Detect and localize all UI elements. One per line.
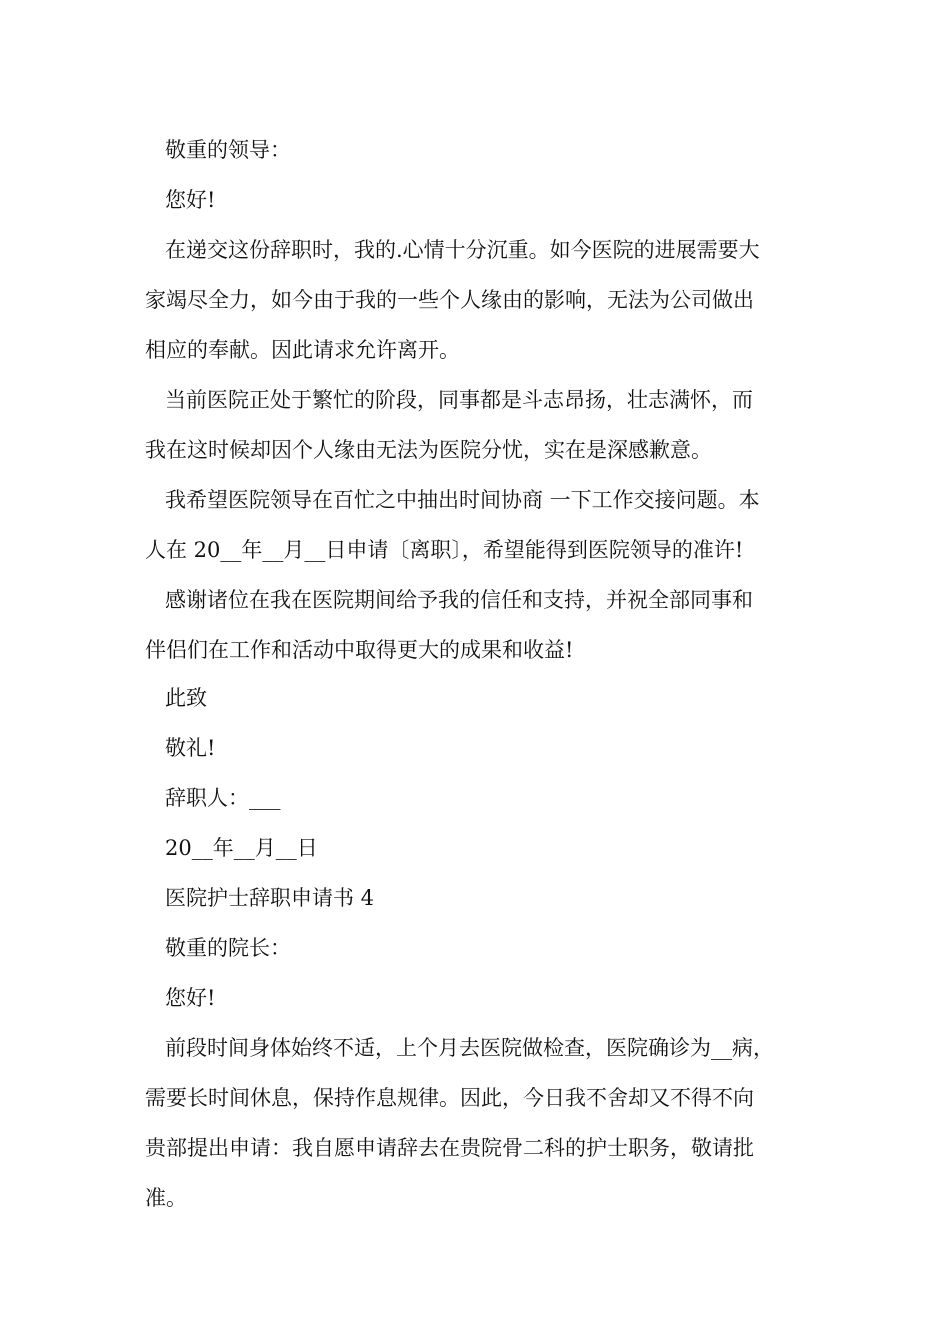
salutation: 敬重的领导：: [165, 138, 291, 162]
paragraph-line: 相应的奉献。因此请求允许离开。: [145, 338, 460, 362]
paragraph-line: 需要长时间休息，保持作息规律。因此，今日我不舍却又不得不向: [145, 1086, 754, 1110]
closing-line: 此致: [165, 686, 207, 710]
paragraph-line: 准。: [145, 1186, 187, 1210]
paragraph-line: 人在 20__年__月__日申请〔离职〕，希望能得到医院领导的准许!: [145, 538, 744, 562]
date-line: 20__年__月__日: [165, 836, 318, 860]
paragraph-line: 我在这时候却因个人缘由无法为医院分忧，实在是深感歉意。: [145, 438, 712, 462]
paragraph-line: 感谢诸位在我在医院期间给予我的信任和支持，并祝全部同事和: [165, 588, 753, 612]
paragraph-line: 伴侣们在工作和活动中取得更大的成果和收益!: [145, 638, 574, 662]
paragraph-line: 当前医院正处于繁忙的阶段，同事都是斗志昂扬，壮志满怀，而: [165, 388, 753, 412]
section-title: 医院护士辞职申请书 4: [165, 886, 375, 910]
paragraph-line: 前段时间身体始终不适，上个月去医院做检查，医院确诊为__病，: [165, 1036, 774, 1060]
paragraph-line: 家竭尽全力，如今由于我的一些个人缘由的影响，无法为公司做出: [145, 288, 754, 312]
paragraph-line: 我希望医院领导在百忙之中抽出时间协商 一下工作交接问题。本: [165, 488, 760, 512]
greeting: 您好!: [165, 188, 216, 212]
paragraph-line: 贵部提出申请：我自愿申请辞去在贵院骨二科的护士职务，敬请批: [145, 1136, 754, 1160]
salutation: 敬重的院长：: [165, 936, 291, 960]
paragraph-line: 在递交这份辞职时，我的.心情十分沉重。如今医院的进展需要大: [165, 238, 760, 262]
greeting: 您好!: [165, 986, 216, 1010]
signer-line: 辞职人：___: [165, 786, 281, 810]
closing-line: 敬礼!: [165, 736, 216, 760]
